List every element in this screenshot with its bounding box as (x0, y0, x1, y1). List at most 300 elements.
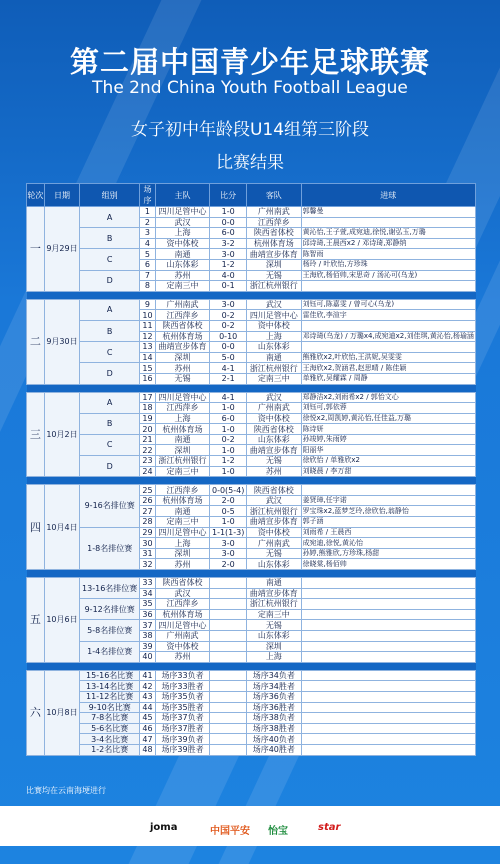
away-team-cell: 四川足管中心 (247, 310, 302, 321)
table-row (27, 734, 476, 745)
table-row (27, 434, 476, 445)
goals-cell: 刘钰可,陈嘉雯 / 曾可心(乌龙) (301, 299, 475, 310)
group-cell: 3-4名比赛 (80, 734, 140, 745)
score-cell (210, 609, 247, 620)
header-cell: 主队 (155, 184, 210, 207)
table-row (27, 744, 476, 755)
group-cell: 1-4名排位赛 (80, 641, 140, 662)
score-cell: 1-2 (210, 259, 247, 270)
score-cell: 5-0 (210, 352, 247, 363)
round-cell: 五 (27, 578, 45, 663)
header-cell: 组别 (80, 184, 140, 207)
away-team-cell: 场序36负者 (247, 691, 302, 702)
goals-cell (301, 681, 475, 692)
match-no-cell: 32 (140, 559, 156, 570)
home-team-cell: 江西萍乡 (155, 310, 210, 321)
goals-cell: 刘钰可,郭依蓉 (301, 403, 475, 414)
table-row (27, 641, 476, 652)
score-cell: 4-1 (210, 392, 247, 403)
group-cell: 15-16名比赛 (80, 670, 140, 681)
score-cell: 1-0 (210, 445, 247, 456)
footnote: 比赛均在云南海埂进行 (26, 786, 106, 795)
date-cell: 10月6日 (44, 578, 79, 663)
goals-cell: 单雅欣,吴耀霖 / 周静 (301, 373, 475, 384)
group-cell: B (80, 320, 140, 341)
away-team-cell: 山东体彩 (247, 342, 302, 353)
table-row (27, 670, 476, 681)
home-team-cell: 江西萍乡 (155, 403, 210, 414)
away-team-cell: 场序34胜者 (247, 681, 302, 692)
home-team-cell: 江西萍乡 (155, 485, 210, 496)
home-team-cell: 场序35负者 (155, 691, 210, 702)
header-cell: 场序 (140, 184, 156, 207)
home-team-cell: 定南三中 (155, 517, 210, 528)
away-team-cell: 陕西省体校 (247, 424, 302, 435)
match-no-cell: 22 (140, 445, 156, 456)
home-team-cell: 陕西省体校 (155, 578, 210, 589)
away-team-cell: 杭州体育场 (247, 238, 302, 249)
home-team-cell: 资中体校 (155, 238, 210, 249)
home-team-cell: 场序37负者 (155, 713, 210, 724)
home-team-cell: 杭州体育场 (155, 495, 210, 506)
match-no-cell: 48 (140, 744, 156, 755)
match-no-cell: 24 (140, 466, 156, 477)
goals-cell: 熊雅欣x2,叶欣怡,王洪妮,吴雯雯 (301, 352, 475, 363)
score-cell (210, 713, 247, 724)
group-cell: 9-10名比赛 (80, 702, 140, 713)
away-team-cell: 无锡 (247, 456, 302, 467)
group-cell: 1-8名排位赛 (80, 527, 140, 569)
home-team-cell: 场序39负者 (155, 734, 210, 745)
table-row (27, 681, 476, 692)
date-cell: 9月29日 (44, 207, 79, 292)
match-no-cell: 4 (140, 238, 156, 249)
goals-cell: 王海欣x2,贺涵君,赵思晴 / 陈佳颖 (301, 363, 475, 374)
away-team-cell: 武汉 (247, 299, 302, 310)
match-no-cell: 21 (140, 434, 156, 445)
goals-cell: 黄沁怡,王子萱,成宛迪,徐悦,谢弘玉,万璐 (301, 228, 475, 239)
home-team-cell: 四川足管中心 (155, 620, 210, 631)
match-no-cell: 14 (140, 352, 156, 363)
away-team-cell: 山东体彩 (247, 559, 302, 570)
header-cell: 日期 (44, 184, 79, 207)
table-row (27, 527, 476, 538)
goals-cell (301, 652, 475, 663)
table-row (27, 485, 476, 496)
match-no-cell: 30 (140, 538, 156, 549)
goals-cell: 成宛迪,徐悦,黄沁怡 (301, 538, 475, 549)
away-team-cell: 资中体校 (247, 527, 302, 538)
home-team-cell: 场序33负者 (155, 670, 210, 681)
away-team-cell: 深圳 (247, 641, 302, 652)
score-cell (210, 723, 247, 734)
away-team-cell: 浙江杭州银行 (247, 506, 302, 517)
match-no-cell: 6 (140, 259, 156, 270)
score-cell: 0-0 (210, 217, 247, 228)
goals-cell (301, 630, 475, 641)
round-cell: 四 (27, 485, 45, 570)
goals-cell: 陈诗妍 (301, 424, 475, 435)
group-cell: C (80, 342, 140, 363)
group-title: 女子初中年龄段U14组第三阶段 (130, 120, 370, 140)
goals-cell (301, 609, 475, 620)
group-cell: 9-12名排位赛 (80, 599, 140, 620)
goals-cell (301, 691, 475, 702)
away-team-cell: 无锡 (247, 548, 302, 559)
goals-cell: 阳丽华 (301, 445, 475, 456)
score-cell: 2-0 (210, 495, 247, 506)
score-cell: 0-2 (210, 320, 247, 331)
header-cell: 比分 (210, 184, 247, 207)
away-team-cell: 浙江杭州银行 (247, 599, 302, 610)
header-cell: 进球 (301, 184, 475, 207)
goals-cell (301, 641, 475, 652)
group-cell: 13-14名比赛 (80, 681, 140, 692)
match-no-cell: 34 (140, 588, 156, 599)
match-no-cell: 23 (140, 456, 156, 467)
score-cell (210, 702, 247, 713)
goals-cell (301, 713, 475, 724)
goals-cell: 郑静洁x2,刘雨希x2 / 郭怡文心 (301, 392, 475, 403)
away-team-cell: 定南三中 (247, 373, 302, 384)
table-row (27, 299, 476, 310)
away-team-cell: 场序40胜者 (247, 744, 302, 755)
goals-cell (301, 744, 475, 755)
home-team-cell: 四川足管中心 (155, 392, 210, 403)
group-cell: 1-2名比赛 (80, 744, 140, 755)
match-no-cell: 33 (140, 578, 156, 589)
goals-cell (301, 702, 475, 713)
match-no-cell: 27 (140, 506, 156, 517)
home-team-cell: 苏州 (155, 363, 210, 374)
home-team-cell: 四川足管中心 (155, 527, 210, 538)
table-row (27, 270, 476, 281)
away-team-cell: 曲靖宣步体育 (247, 445, 302, 456)
goals-cell (301, 578, 475, 589)
group-cell: B (80, 228, 140, 249)
group-cell: 5-8名排位赛 (80, 620, 140, 641)
away-team-cell: 曲靖宣步体育 (247, 249, 302, 260)
table-row (27, 228, 476, 239)
home-team-cell: 定南三中 (155, 466, 210, 477)
score-cell: 1-0 (210, 424, 247, 435)
score-cell (210, 691, 247, 702)
home-team-cell: 南通 (155, 434, 210, 445)
score-cell: 3-0 (210, 249, 247, 260)
goals-cell (301, 485, 475, 496)
table-row (27, 691, 476, 702)
home-team-cell: 杭州体育场 (155, 609, 210, 620)
score-cell: 3-0 (210, 299, 247, 310)
score-cell (210, 681, 247, 692)
score-cell: 4-0 (210, 270, 247, 281)
goals-cell: 刘晓晨 / 李万甜 (301, 466, 475, 477)
english-title: The 2nd China Youth Football League (92, 78, 408, 98)
match-no-cell: 1 (140, 207, 156, 218)
away-team-cell: 场序34负者 (247, 670, 302, 681)
away-team-cell: 资中体校 (247, 413, 302, 424)
match-no-cell: 11 (140, 320, 156, 331)
table-row (27, 456, 476, 467)
match-no-cell: 25 (140, 485, 156, 496)
score-cell (210, 734, 247, 745)
home-team-cell: 南通 (155, 506, 210, 517)
away-team-cell: 曲靖宣步体育 (247, 517, 302, 528)
table-row (27, 723, 476, 734)
home-team-cell: 浙江杭州银行 (155, 456, 210, 467)
away-team-cell: 场序40负者 (247, 734, 302, 745)
away-team-cell: 场序36胜者 (247, 702, 302, 713)
group-cell: 9-16名排位赛 (80, 485, 140, 527)
date-cell: 10月8日 (44, 670, 79, 755)
goals-cell (301, 342, 475, 353)
home-team-cell: 曲靖宣步体育 (155, 342, 210, 353)
group-cell: 5-6名比赛 (80, 723, 140, 734)
goals-cell: 刘雨希 / 王晨西 (301, 527, 475, 538)
group-cell: A (80, 392, 140, 413)
goals-cell: 徐晓棠,杨佰帅 (301, 559, 475, 570)
group-cell: C (80, 249, 140, 270)
away-team-cell: 无锡 (247, 270, 302, 281)
round-cell: 二 (27, 299, 45, 384)
score-cell (210, 652, 247, 663)
score-cell (210, 744, 247, 755)
home-team-cell: 上海 (155, 538, 210, 549)
home-team-cell: 场序37胜者 (155, 723, 210, 734)
sponsor-star: star (318, 822, 341, 833)
goals-cell: 郭馨曼 (301, 207, 475, 218)
match-no-cell: 41 (140, 670, 156, 681)
group-cell: 11-12名比赛 (80, 691, 140, 702)
away-team-cell: 陕西省体校 (247, 228, 302, 239)
match-no-cell: 9 (140, 299, 156, 310)
goals-cell (301, 599, 475, 610)
home-team-cell: 资中体校 (155, 641, 210, 652)
match-no-cell: 20 (140, 424, 156, 435)
score-cell: 6-0 (210, 228, 247, 239)
score-cell: 0-2 (210, 434, 247, 445)
home-team-cell: 杭州体育场 (155, 424, 210, 435)
home-team-cell: 杭州体育场 (155, 331, 210, 342)
goals-cell: 罗宝珠x2,蓝梦芝玲,徐欣怡,翁静怡 (301, 506, 475, 517)
score-cell (210, 630, 247, 641)
match-no-cell: 44 (140, 702, 156, 713)
score-cell: 0-0 (210, 342, 247, 353)
score-cell: 0-10 (210, 331, 247, 342)
goals-cell: 王海欣,杨佰帅,宋思奇 / 汤沁可(乌龙) (301, 270, 475, 281)
goals-cell (301, 620, 475, 631)
match-no-cell: 8 (140, 281, 156, 292)
score-cell: 1-0 (210, 517, 247, 528)
away-team-cell: 曲靖宣步体育 (247, 588, 302, 599)
home-team-cell: 南通 (155, 249, 210, 260)
goals-cell: 郭子涵 (301, 517, 475, 528)
score-cell: 0-2 (210, 310, 247, 321)
date-cell: 10月4日 (44, 485, 79, 570)
match-no-cell: 31 (140, 548, 156, 559)
score-cell (210, 641, 247, 652)
away-team-cell: 上海 (247, 652, 302, 663)
score-cell: 2-0 (210, 559, 247, 570)
table-row (27, 342, 476, 353)
home-team-cell: 广州南武 (155, 299, 210, 310)
away-team-cell: 南通 (247, 352, 302, 363)
sponsor-pingan: 中国平安 (210, 826, 250, 837)
match-no-cell: 2 (140, 217, 156, 228)
away-team-cell: 山东体彩 (247, 434, 302, 445)
match-no-cell: 19 (140, 413, 156, 424)
match-no-cell: 5 (140, 249, 156, 260)
group-cell: C (80, 434, 140, 455)
table-row (27, 578, 476, 589)
date-cell: 10月2日 (44, 392, 79, 477)
away-team-cell: 陕西省体校 (247, 485, 302, 496)
group-cell: D (80, 363, 140, 384)
home-team-cell: 场序39胜者 (155, 744, 210, 755)
score-cell: 1-0 (210, 207, 247, 218)
round-cell: 一 (27, 207, 45, 292)
match-no-cell: 7 (140, 270, 156, 281)
sponsor-joma: joma (150, 822, 178, 833)
home-team-cell: 上海 (155, 413, 210, 424)
goals-cell (301, 588, 475, 599)
match-no-cell: 12 (140, 331, 156, 342)
score-cell (210, 599, 247, 610)
goals-cell: 邓诗琦(乌龙) / 万璐x4,成宛迪x2,刘佳琪,黄沁怡,杨瑜涵 (302, 331, 474, 340)
table-row (27, 713, 476, 724)
goals-cell: 雷佳欣,李渲宇 (301, 310, 475, 321)
score-cell (210, 578, 247, 589)
goals-cell: 姜贤璋,任宇诺 (301, 495, 475, 506)
goals-cell (301, 723, 475, 734)
table-row (27, 413, 476, 424)
match-no-cell: 3 (140, 228, 156, 239)
goals-cell: 陈智雨 (301, 249, 475, 260)
table-row (27, 620, 476, 631)
match-no-cell: 13 (140, 342, 156, 353)
match-no-cell: 17 (140, 392, 156, 403)
match-no-cell: 46 (140, 723, 156, 734)
away-team-cell: 南通 (247, 578, 302, 589)
match-no-cell: 38 (140, 630, 156, 641)
header-cell: 轮次 (27, 184, 45, 207)
table-row (27, 320, 476, 331)
round-cell: 三 (27, 392, 45, 477)
home-team-cell: 广州南武 (155, 630, 210, 641)
home-team-cell: 陕西省体校 (155, 320, 210, 331)
home-team-cell: 定南三中 (155, 281, 210, 292)
home-team-cell: 场序35胜者 (155, 702, 210, 713)
sponsor-bar (0, 806, 500, 846)
home-team-cell: 场序33胜者 (155, 681, 210, 692)
date-cell: 9月30日 (44, 299, 79, 384)
goals-cell (301, 217, 475, 228)
match-no-cell: 40 (140, 652, 156, 663)
match-no-cell: 15 (140, 363, 156, 374)
match-no-cell: 43 (140, 691, 156, 702)
sponsor-yibao: 怡宝 (268, 826, 288, 837)
away-team-cell: 定南三中 (247, 609, 302, 620)
match-no-cell: 10 (140, 310, 156, 321)
away-team-cell: 资中体校 (247, 320, 302, 331)
score-cell: 3-0 (210, 538, 247, 549)
goals-cell: 杨玲 / 叶欣怡,方珍珠 (301, 259, 475, 270)
home-team-cell: 无锡 (155, 373, 210, 384)
match-no-cell: 28 (140, 517, 156, 528)
group-cell: D (80, 270, 140, 291)
score-cell (210, 620, 247, 631)
table-row (27, 363, 476, 374)
match-no-cell: 42 (140, 681, 156, 692)
group-cell: 13-16名排位赛 (80, 578, 140, 599)
home-team-cell: 武汉 (155, 217, 210, 228)
home-team-cell: 苏州 (155, 270, 210, 281)
away-team-cell: 武汉 (247, 495, 302, 506)
score-cell: 2-1 (210, 373, 247, 384)
score-cell (210, 670, 247, 681)
home-team-cell: 苏州 (155, 652, 210, 663)
away-team-cell: 无锡 (247, 620, 302, 631)
away-team-cell: 场序38负者 (247, 713, 302, 724)
score-cell: 6-0 (210, 413, 247, 424)
group-cell: 7-8名比赛 (80, 713, 140, 724)
away-team-cell: 山东体彩 (247, 630, 302, 641)
score-cell: 0-5 (210, 506, 247, 517)
group-cell: D (80, 456, 140, 477)
away-team-cell: 江西萍乡 (247, 217, 302, 228)
score-cell: 3-2 (210, 238, 247, 249)
match-no-cell: 29 (140, 527, 156, 538)
home-team-cell: 苏州 (155, 559, 210, 570)
goals-cell: 孙竣婷,朱雨婷 (301, 434, 475, 445)
away-team-cell: 武汉 (247, 392, 302, 403)
away-team-cell: 浙江杭州银行 (247, 281, 302, 292)
group-cell: A (80, 207, 140, 228)
away-team-cell: 深圳 (247, 259, 302, 270)
away-team-cell: 上海 (247, 331, 302, 342)
home-team-cell: 深圳 (155, 548, 210, 559)
table-row (27, 702, 476, 713)
group-cell: B (80, 413, 140, 434)
match-no-cell: 18 (140, 403, 156, 414)
goals-cell: 孙婷,熊雅欣,方珍珠,杨甜 (301, 548, 475, 559)
away-team-cell: 广州南武 (247, 207, 302, 218)
match-no-cell: 47 (140, 734, 156, 745)
home-team-cell: 四川足管中心 (155, 207, 210, 218)
home-team-cell: 武汉 (155, 588, 210, 599)
home-team-cell: 深圳 (155, 352, 210, 363)
home-team-cell: 上海 (155, 228, 210, 239)
goals-cell (301, 670, 475, 681)
table-row (27, 392, 476, 403)
match-no-cell: 36 (140, 609, 156, 620)
score-cell: 4-1 (210, 363, 247, 374)
away-team-cell: 场序38胜者 (247, 723, 302, 734)
goals-cell (301, 320, 475, 331)
away-team-cell: 浙江杭州银行 (247, 363, 302, 374)
table-row (27, 207, 476, 218)
score-cell: 1-0 (210, 466, 247, 477)
group-cell: A (80, 299, 140, 320)
score-cell: 3-0 (210, 548, 247, 559)
match-no-cell: 35 (140, 599, 156, 610)
score-cell: 0-0(5-4) (210, 485, 247, 496)
goals-cell: 徐悦x2,周凯婷,黄沁怡,任佳益,万璐 (301, 413, 475, 424)
match-no-cell: 37 (140, 620, 156, 631)
away-team-cell: 苏州 (247, 466, 302, 477)
section-title: 比赛结果 (216, 153, 284, 173)
page-title: 第二届中国青少年足球联赛 (69, 45, 430, 79)
